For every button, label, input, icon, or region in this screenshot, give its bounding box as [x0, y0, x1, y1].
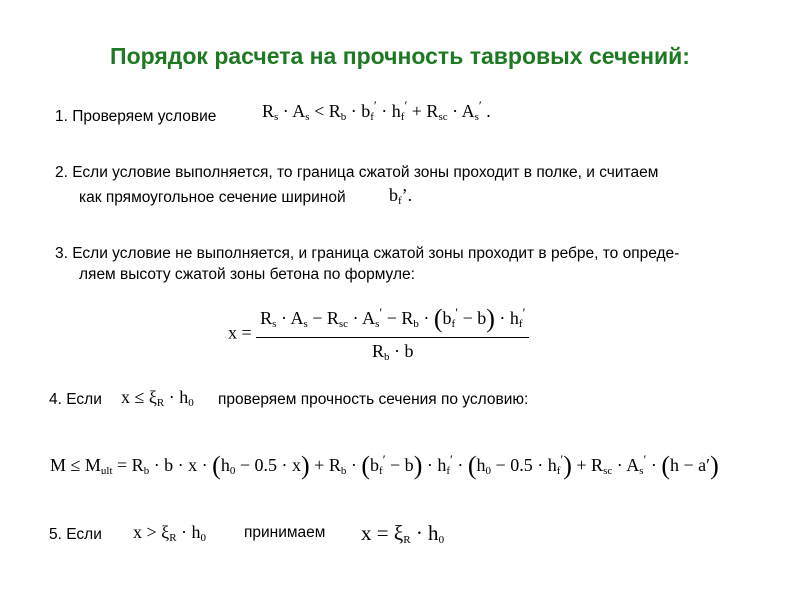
step-4-condition: $x \le \xi_R \cdot h_0$ [121, 387, 194, 409]
step-2-line-1: 2. Если условие выполняется, то граница сжатой зоны проходит в полке, и считаем [55, 164, 659, 181]
step-2-line-2: как прямоугольное сечение шириной [79, 189, 346, 206]
step-5-result: $x = \xi_R \cdot h_0$ [361, 521, 445, 546]
step-4-prefix: 4. Если [49, 391, 102, 408]
step-3-line-2: ляем высоту сжатой зоны бетона по формуле: [79, 266, 415, 283]
step-2-width-symbol: $b_f$’. [389, 185, 413, 207]
step-5-middle: принимаем [244, 524, 326, 541]
step-4-strength-formula: $M \le M_{ult} = R_b \cdot b \cdot x \cdot (h_0 - 0.5 \cdot x) + R_b \cdot (b_f' - b) \cdot h_f' \cdot (h_0 - 0.5 \cdot h_f') + R_{sc} \cdot A_s' \cdot (h - a')$ [50, 451, 719, 480]
step-3-line-1: 3. Если условие не выполняется, и граница сжатой зоны проходит в ребре, то опреде- [55, 245, 680, 262]
step-1-label: 1. Проверяем условие [55, 108, 217, 125]
slide-title: Порядок расчета на прочность тавровых сечений: [110, 43, 690, 69]
step-1-formula: $R_s \cdot A_s < R_b \cdot b_f' \cdot h_f' + R_{sc} \cdot A_s'$ . [262, 98, 491, 123]
step-4-suffix: проверяем прочность сечения по условию: [218, 391, 529, 408]
step-5-condition: $x > \xi_R \cdot h_0$ [133, 522, 207, 544]
step-3-formula: x = $\frac{R_s \cdot A_s - R_{sc} \cdot A_s' - R_b \cdot (b_f' - b) \cdot h_f'}{R_b \cdot b}$ [228, 304, 529, 362]
step-5-prefix: 5. Если [49, 526, 102, 543]
